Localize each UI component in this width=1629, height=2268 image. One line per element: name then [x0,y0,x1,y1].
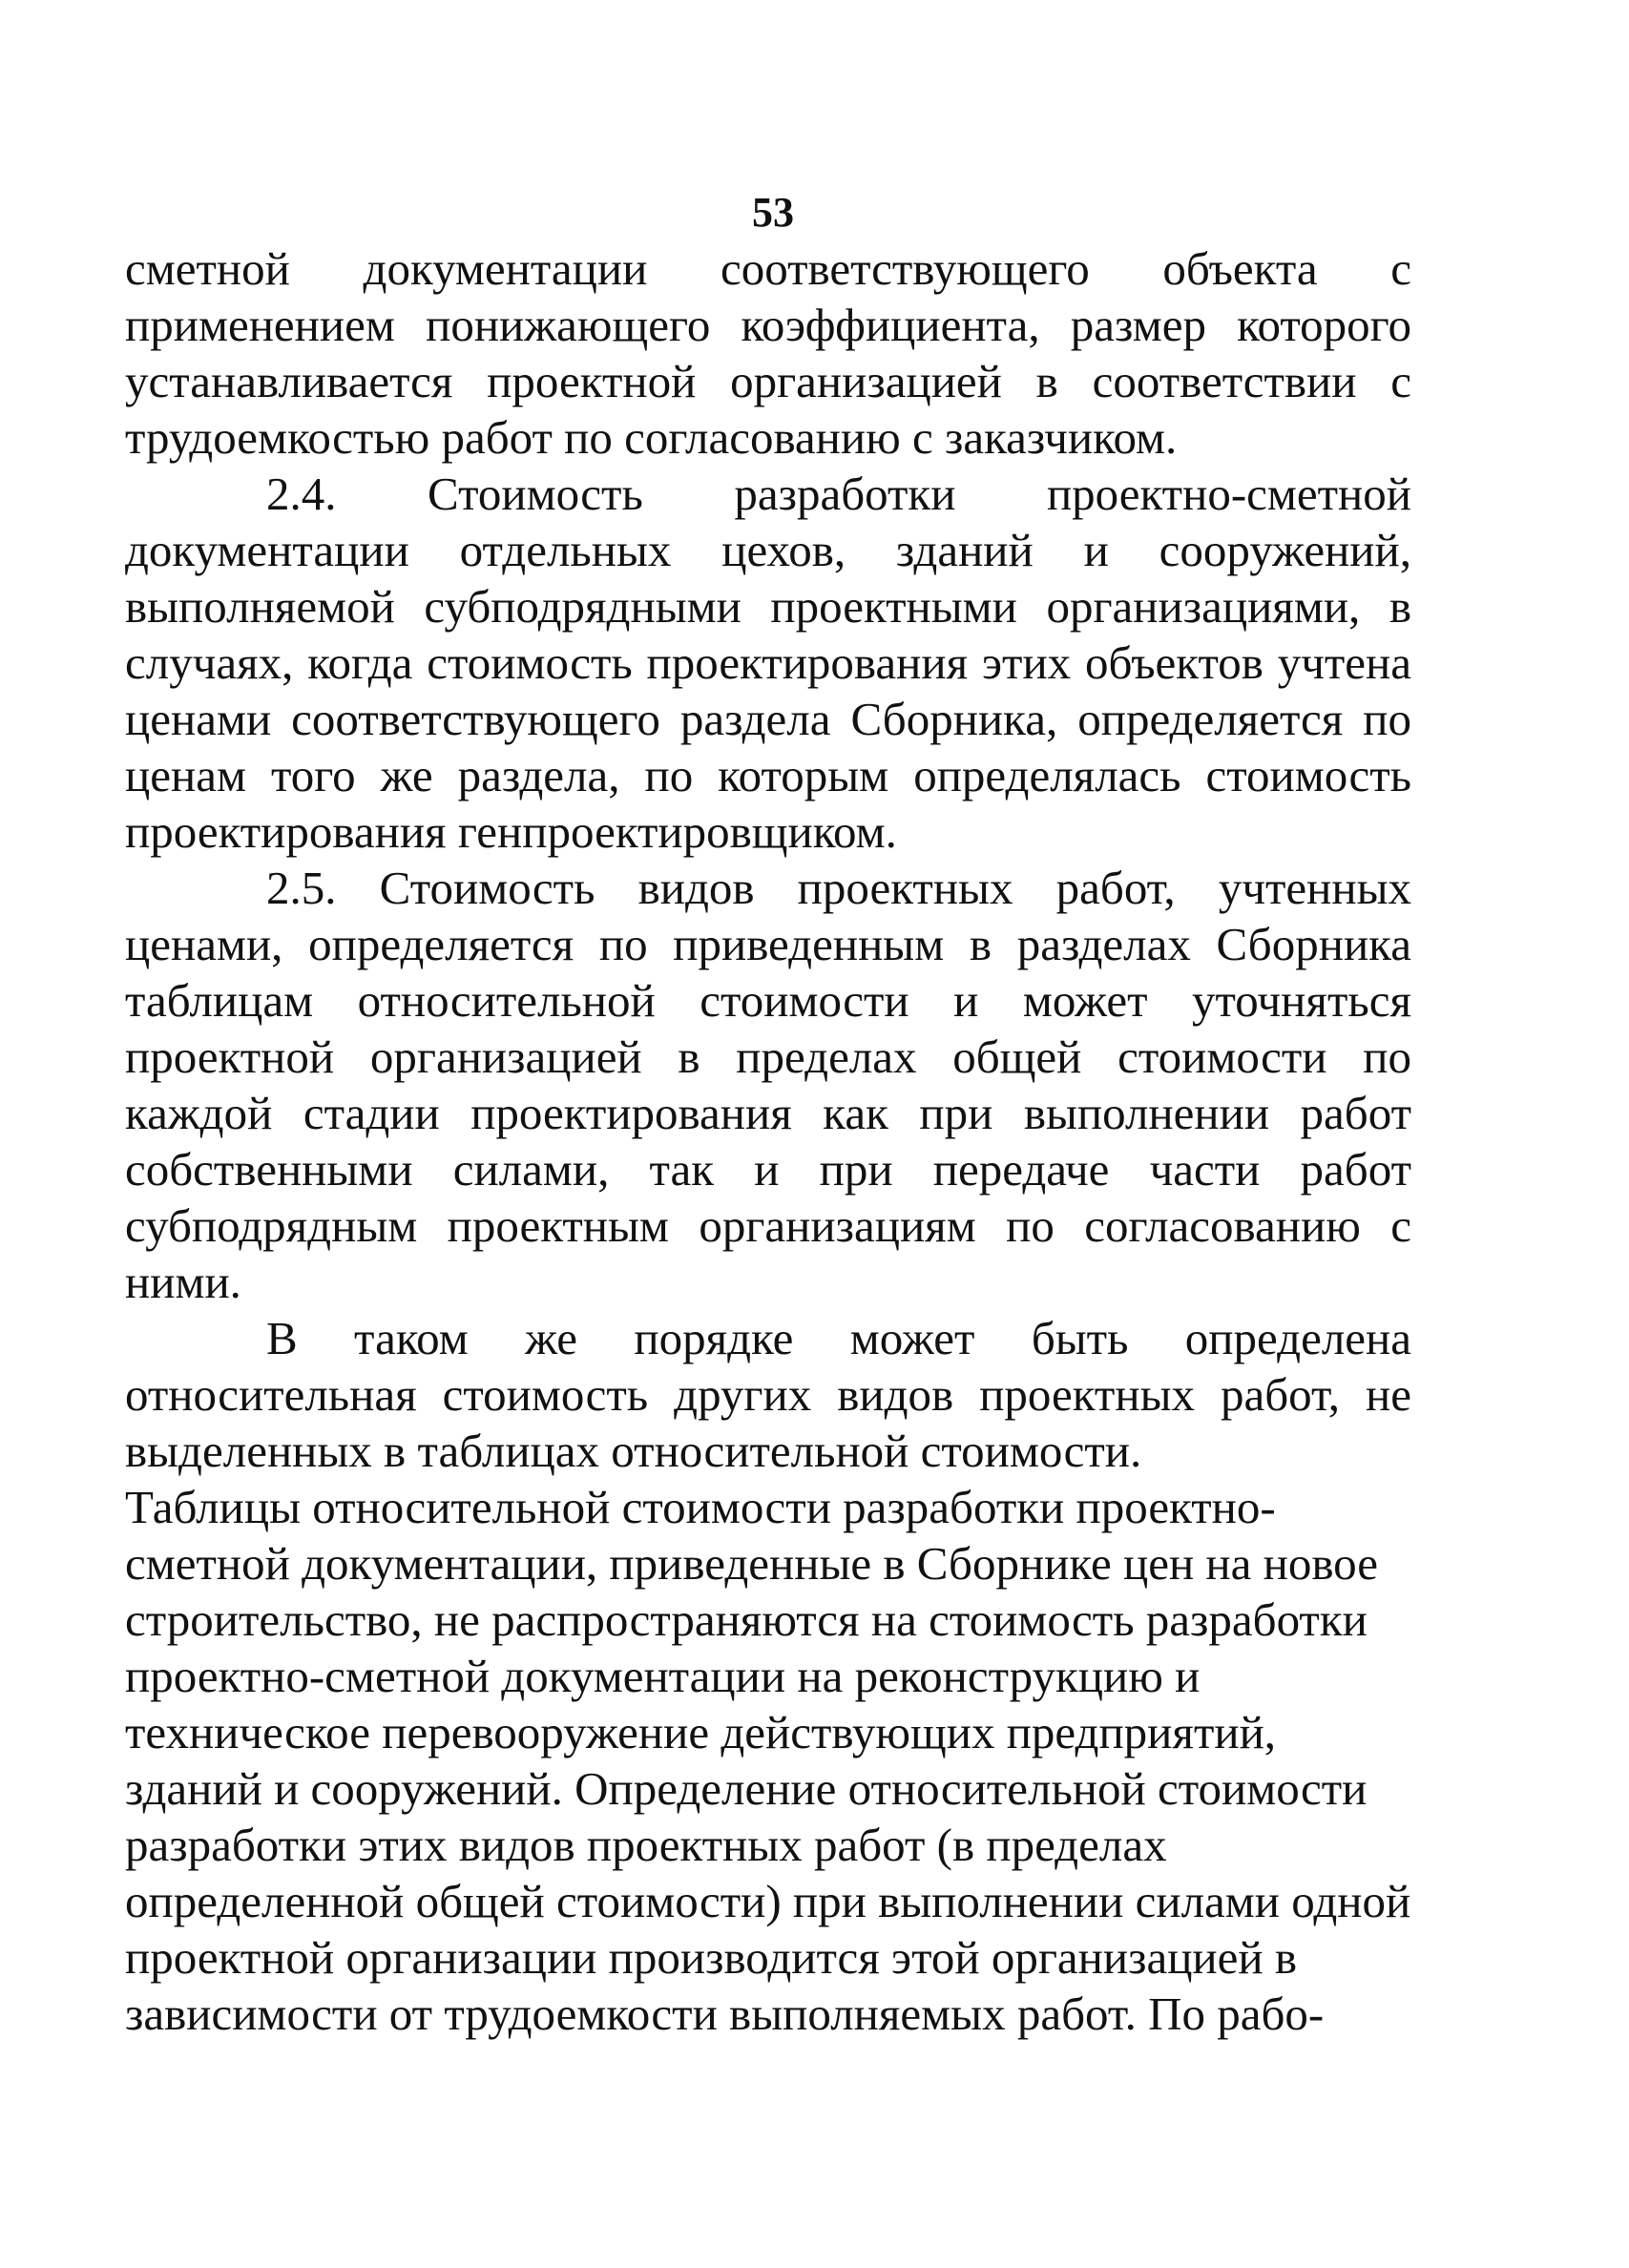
body-text [125,240,1411,2042]
page-number: 53 [752,189,794,236]
paragraph-continuation: сметной документации соответствующего объекта с применением понижающего коэффициента, размер которого устанавливается проектной организацией в соответствии с трудоемкостью работ по согласованию с заказчиком. [125,242,1411,464]
paragraph-same-order: В таком же порядке может быть определена относительная стоимость других видов проектных работ, не выделенных в таблицах относительной стоимости. [125,1312,1411,1477]
paragraph-clause-2-4: 2.4. Стоимость разработки проектно-сметной документации отдельных цехов, зданий и сооружений, выполняемой субподрядными проектными организациями, в случаях, когда стоимость проектирования этих объектов учтена ценами соответствующего раздела Сборника, определяется по ценам того же раздела, по которым определялась стоимость проектирования генпроектировщиком. [125,468,1411,858]
paragraph-tables-note: Таблицы относительной стоимости разработки проектно-сметной документации, приведенные в Сборнике цен на новое строительство, не распространяются на стоимость разработки проектно-сметной документации на реконструкцию и техническое перевооружение действующих предприятий, зданий и сооружений. Определение относительной стоимости разработки этих видов проектных работ (в пределах определенной общей стоимости) при выполнении силами одной проектной организации производится этой организацией в зависимости от трудоемкости выполняемых работ. По рабо- [125,1481,1411,2040]
paragraph-clause-2-5: 2.5. Стоимость видов проектных работ, учтенных ценами, определяется по приведенным в разделах Сборника таблицам относительной стоимости и может уточняться проектной организацией в пределах общей стоимости по каждой стадии проектирования как при выполнении работ собственными силами, так и при передаче части работ субподрядным проектным организациям по согласованию с ними. [125,862,1411,1308]
